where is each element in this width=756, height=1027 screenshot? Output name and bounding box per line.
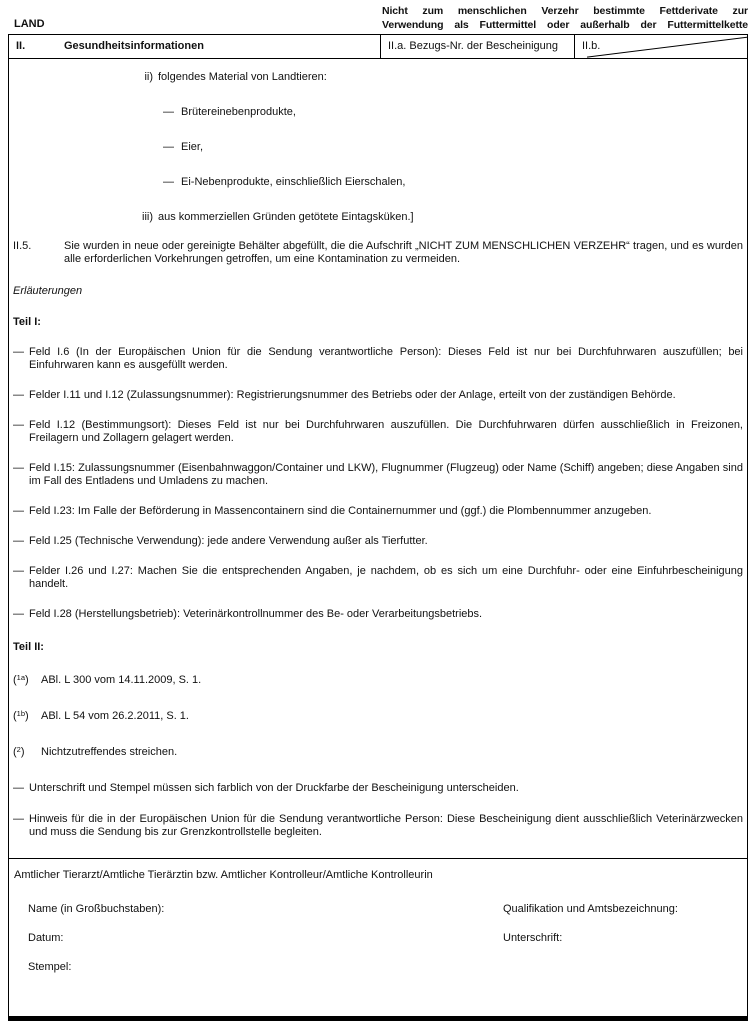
name-label: Name (in Großbuchstaben):	[28, 903, 165, 915]
list-item	[13, 141, 743, 154]
list-item-text: Eier,	[181, 141, 204, 153]
signature-fields	[14, 903, 741, 974]
part2-heading: Teil II:	[13, 641, 44, 653]
stamp-label: Stempel:	[28, 961, 72, 973]
note-item-text: Feld I.23: Im Falle der Beförderung in Massencontainern sind die Containernummer und (ggf.) die Plombennummer anzugeben.	[29, 505, 652, 517]
list-item-text: Brütereinebenprodukte,	[181, 106, 296, 118]
note-item-text: Feld I.6 (In der Europäischen Union für die Sendung verantwortliche Person): Dieses Feld ist nur bei Durchfuhrwaren auszufüllen; bei Einfuhrwaren kann es ausgefüllt werden.	[29, 346, 743, 371]
dash-bullet: —	[13, 419, 24, 431]
notes-heading: Erläuterungen	[13, 285, 83, 297]
signature-label: Unterschrift:	[503, 932, 563, 944]
clause-ii-text: folgendes Material von Landtieren:	[158, 71, 327, 83]
certificate-table	[8, 34, 748, 1021]
note-item-text: Feld I.25 (Technische Verwendung): jede andere Verwendung außer als Tierfutter.	[29, 535, 428, 547]
list-item	[13, 176, 743, 189]
iib-header-cell	[574, 35, 747, 58]
section-title: Gesundheitsinformationen	[64, 40, 204, 52]
officer-title-line: Amtlicher Tierarzt/Amtliche Tierärztin bzw. Amtlicher Kontrolleur/Amtliche Kontrolleurin	[14, 869, 433, 881]
note-item	[13, 535, 743, 548]
health-information-body	[9, 59, 747, 858]
section-ii-header-cell	[9, 35, 380, 58]
note-item-text: Felder I.26 und I.27: Machen Sie die entsprechenden Angaben, je nachdem, ob es sich um eine Durchfuhr- oder eine Einfuhrbescheinigung handelt.	[29, 565, 743, 590]
note-item-text: Felder I.11 und I.12 (Zulassungsnummer): Registrierungsnummer des Betriebs oder der Anlage, erteilt von der zuständigen Behörde.	[29, 389, 676, 401]
signature-row	[28, 932, 741, 945]
signature-row	[28, 961, 741, 974]
note-item	[13, 565, 743, 591]
clause-ii5-number: II.5.	[13, 240, 32, 252]
note-item-text: Feld I.15: Zulassungsnummer (Eisenbahnwaggon/Container und LKW), Flugnummer (Flugzeug) oder Name (Schiff) angeben; diese Angaben sind im Fall des Entladens und Umladens zu machen.	[29, 462, 743, 487]
signature-row	[28, 903, 741, 916]
footnote	[13, 674, 743, 687]
note-item-text: Feld I.28 (Herstellungsbetrieb): Veterinärkontrollnummer des Be- oder Verarbeitungsbetriebs.	[29, 608, 483, 620]
qualification-label: Qualifikation und Amtsbezeichnung:	[503, 903, 678, 915]
footnote-marker: ($^{1a}$)	[13, 673, 29, 686]
note-item	[13, 608, 743, 621]
clause-ii-label: ii)	[144, 71, 153, 83]
list-item	[13, 106, 743, 119]
diagonal-strike-line	[575, 35, 747, 58]
part1-heading: Teil I:	[13, 316, 41, 328]
footnote-text: ABl. L 300 vom 14.11.2009, S. 1.	[41, 674, 202, 686]
dash-bullet: —	[13, 389, 24, 401]
clause-ii5	[13, 240, 743, 266]
dash-bullet: —	[13, 346, 24, 358]
clause-iii	[13, 211, 743, 224]
note-item-text: Unterschrift und Stempel müssen sich farblich von der Druckfarbe der Bescheinigung unterscheiden.	[29, 782, 519, 794]
note-item	[13, 346, 743, 372]
date-label: Datum:	[28, 932, 64, 944]
country-label: LAND	[14, 18, 45, 30]
document-title-line-1: Nicht zum menschlichen Verzehr bestimmte Fettderivate zur	[382, 5, 748, 17]
iib-label: II.b.	[582, 40, 601, 52]
reference-number-header-cell	[380, 35, 574, 58]
clause-iii-label: iii)	[142, 211, 153, 223]
footnote-text: Nichtzutreffendes streichen.	[41, 746, 178, 758]
clause-ii	[13, 71, 743, 84]
footnote	[13, 710, 743, 723]
page-header	[0, 0, 756, 34]
dash-bullet: —	[13, 505, 24, 517]
dash-bullet: —	[13, 813, 24, 825]
note-item	[13, 419, 743, 445]
section-number: II.	[16, 40, 26, 52]
clause-iii-text: aus kommerziellen Gründen getötete Eintagsküken.]	[158, 211, 414, 223]
signature-section	[9, 858, 747, 1016]
certificate-header-row	[9, 35, 747, 59]
note-item	[13, 389, 743, 402]
reference-number-label: II.a. Bezugs-Nr. der Bescheinigung	[388, 40, 558, 52]
note-item	[13, 462, 743, 488]
note-item	[13, 782, 743, 795]
note-item	[13, 813, 743, 839]
clause-ii5-text: Sie wurden in neue oder gereinigte Behälter abgefüllt, die die Aufschrift „NICHT ZUM MENSCHLICHEN VERZEHR“ tragen, und es wurden alle erforderlichen Vorkehrungen getroffen, um eine Kontamination zu vermeiden.	[64, 240, 743, 265]
dash-bullet: —	[13, 565, 24, 577]
list-item-text: Ei-Nebenprodukte, einschließlich Eierschalen,	[181, 176, 406, 188]
dash-bullet: —	[163, 176, 174, 188]
footnote-marker: ($^2$)	[13, 745, 25, 758]
dash-bullet: —	[13, 782, 24, 794]
footnote-marker: ($^{1b}$)	[13, 709, 29, 722]
dash-bullet: —	[13, 462, 24, 474]
dash-bullet: —	[163, 106, 174, 118]
document-title	[382, 4, 748, 32]
note-item	[13, 505, 743, 518]
footnote	[13, 746, 743, 759]
footnote-text: ABl. L 54 vom 26.2.2011, S. 1.	[41, 710, 189, 722]
note-item-text: Feld I.12 (Bestimmungsort): Dieses Feld ist nur bei Durchfuhrwaren auszufüllen. Die Durchfuhrwaren dürfen ausschließlich in Freizonen, Freilagern und Zollagern gelagert werden.	[29, 419, 743, 444]
dash-bullet: —	[13, 608, 24, 620]
dash-bullet: —	[13, 535, 24, 547]
document-title-line-2: Verwendung als Futtermittel oder außerhalb der Futtermittelkette	[382, 19, 748, 31]
note-item-text: Hinweis für die in der Europäischen Union für die Sendung verantwortliche Person: Diese Bescheinigung dient ausschließlich Veterinärzwecken und muss die Sendung bis zur Grenzkontrollstelle begleiten.	[29, 813, 743, 838]
dash-bullet: —	[163, 141, 174, 153]
